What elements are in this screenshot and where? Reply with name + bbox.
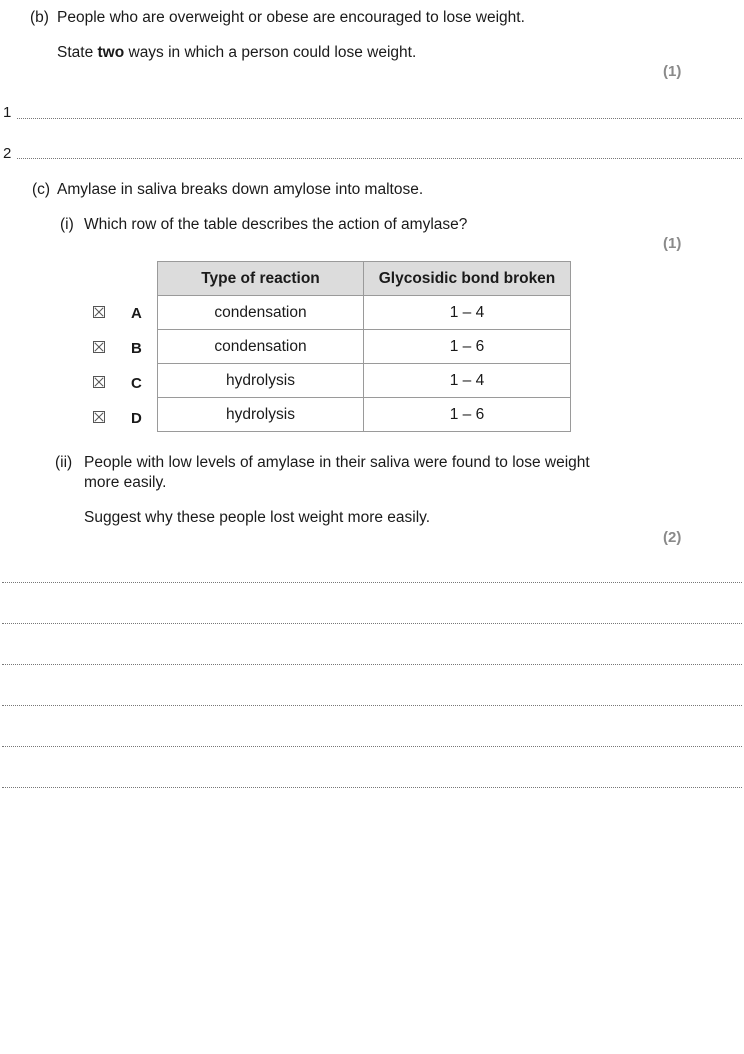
bond-cell: 1 – 6 [364, 330, 571, 364]
answer-line-ii-4[interactable] [2, 705, 742, 706]
part-c-i-question: Which row of the table describes the action of amylase? [84, 216, 468, 233]
part-b-instruction: State two ways in which a person could lose weight. [57, 44, 417, 61]
answer-number-1: 1 [3, 104, 12, 121]
reaction-cell: condensation [158, 330, 364, 364]
option-letter-d: D [131, 410, 142, 427]
option-letter-a: A [131, 305, 142, 322]
part-b-question: People who are overweight or obese are encouraged to lose weight. [57, 9, 525, 26]
option-letter-b: B [131, 340, 142, 357]
part-c-i-marks: (1) [663, 235, 682, 252]
header-glycosidic-bond: Glycosidic bond broken [364, 262, 571, 296]
answer-line-b1[interactable] [17, 118, 742, 119]
options-table [157, 261, 571, 432]
answer-line-ii-5[interactable] [2, 746, 742, 747]
answer-number-2: 2 [3, 145, 12, 162]
bond-cell: 1 – 4 [364, 296, 571, 330]
part-c-label: (c) [32, 181, 51, 198]
part-b-marks: (1) [663, 63, 682, 80]
reaction-cell: hydrolysis [158, 398, 364, 432]
bond-cell: 1 – 4 [364, 364, 571, 398]
part-c-ii-instruction: Suggest why these people lost weight more easily. [84, 509, 431, 526]
table-header-row [158, 262, 571, 296]
bond-cell: 1 – 6 [364, 398, 571, 432]
answer-line-ii-2[interactable] [2, 623, 742, 624]
part-c-statement: Amylase in saliva breaks down amylose into maltose. [57, 181, 424, 198]
header-type-of-reaction: Type of reaction [158, 262, 364, 296]
answer-line-ii-6[interactable] [2, 787, 742, 788]
table-row [158, 398, 571, 432]
checkbox-a[interactable] [93, 306, 105, 318]
reaction-cell: hydrolysis [158, 364, 364, 398]
table-row [158, 364, 571, 398]
part-c-ii-marks: (2) [663, 529, 682, 546]
checkbox-b[interactable] [93, 341, 105, 353]
option-letter-c: C [131, 375, 142, 392]
part-b-label: (b) [30, 9, 49, 26]
table-row [158, 330, 571, 364]
part-c-ii-label: (ii) [55, 454, 73, 471]
answer-line-ii-1[interactable] [2, 582, 742, 583]
part-c-ii-question-line1: People with low levels of amylase in their saliva were found to lose weight [84, 454, 590, 471]
answer-line-b2[interactable] [17, 158, 742, 159]
checkbox-d[interactable] [93, 411, 105, 423]
checkbox-c[interactable] [93, 376, 105, 388]
table-row [158, 296, 571, 330]
reaction-cell: condensation [158, 296, 364, 330]
part-c-i-label: (i) [60, 216, 74, 233]
part-c-ii-question-line2: more easily. [84, 474, 167, 491]
answer-line-ii-3[interactable] [2, 664, 742, 665]
